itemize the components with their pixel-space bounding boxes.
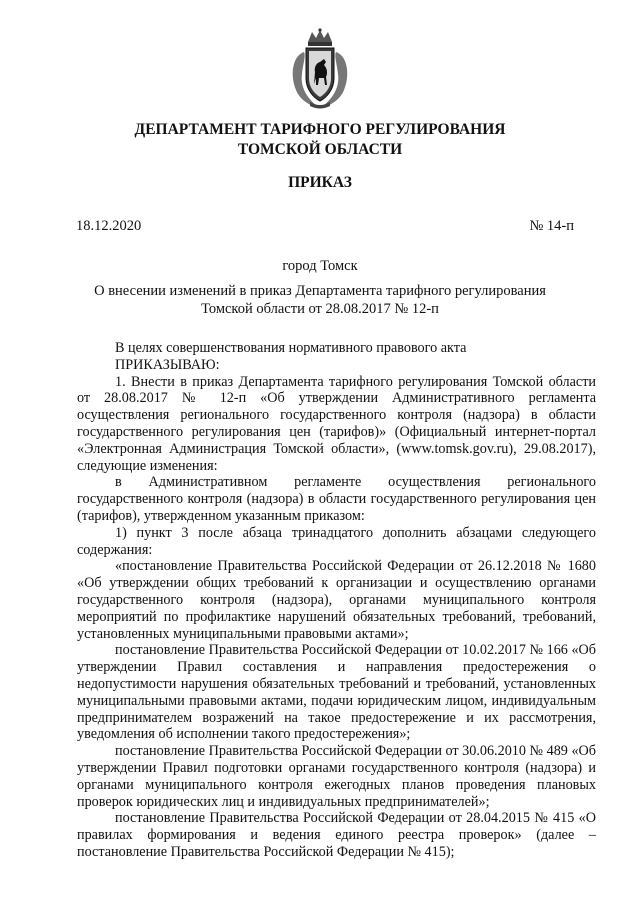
document-city: город Томск (282, 258, 358, 274)
body-item-1: 1. Внести в приказ Департамента тарифного регулирования Томской области от 28.08.2017 № 12-п «Об утверждении Административного регламента осуществления регионального государственного контроля (надзора) в области государственного регулирования цен (тарифов)» (Официальный интернет-портал «Электронная Администрация Томской области», (www.tomsk.gov.ru), 29.08.2017), следующие изменения: (77, 373, 596, 474)
document-body (77, 340, 596, 861)
document-type: ПРИКАЗ (288, 174, 352, 191)
body-item-1-intro: в Административном регламенте осуществления регионального государственного контроля (надзора) в области государственного регулирования цен (тарифов), утвержденном указанным приказом: (77, 474, 596, 524)
document-subject: О внесении изменений в приказ Департамента тарифного регулирования Томской области от 28.08.2017 № 12-п (94, 283, 546, 317)
body-intro: В целях совершенствования нормативного правового акта (115, 340, 467, 356)
body-paragraph-4: постановление Правительства Российской Федерации от 28.04.2015 № 415 «О правилах формирования и ведения единого реестра проверок» (далее – постановление Правительства Российской Федерации № 415); (77, 810, 596, 860)
department-title-line2: ТОМСКОЙ ОБЛАСТИ (237, 141, 403, 158)
department-title (60, 120, 580, 160)
department-title-line1: ДЕПАРТАМЕНТ ТАРИФНОГО РЕГУЛИРОВАНИЯ (134, 121, 506, 138)
body-paragraph-1: «постановление Правительства Российской Федерации от 26.12.2018 № 1680 «Об утверждении общих требований к организации и осуществлению органами государственного контроля (надзора), органами муниципального контроля мероприятий по профилактике нарушений обязательных требований, требований, установленных муниципальными правовыми актами»; (77, 558, 596, 642)
body-subitem-1: 1) пункт 3 после абзаца тринадцатого дополнить абзацами следующего содержания: (77, 524, 596, 558)
body-paragraph-2: постановление Правительства Российской Федерации от 10.02.2017 № 166 «Об утверждении Правил составления и направления предостережения о недопустимости нарушения обязательных требований и требований, установленных муниципальными правовыми актами, подачи юридическим лицом, индивидуальным предпринимателем возражений на такое предостережение и их рассмотрения, уведомления об исполнении такого предостережения»; (77, 642, 596, 743)
document-date: 18.12.2020 (76, 218, 142, 234)
body-order-word: ПРИКАЗЫВАЮ: (115, 356, 220, 373)
body-paragraph-3: постановление Правительства Российской Федерации от 30.06.2010 № 489 «Об утверждении Правил подготовки органами государственного контроля (надзора) и органами муниципального контроля ежегодных планов проведения плановых проверок юридических лиц и индивидуальных предпринимателей»; (77, 743, 596, 810)
document-number: № 14-п (529, 218, 574, 234)
coat-of-arms-icon (288, 28, 352, 110)
